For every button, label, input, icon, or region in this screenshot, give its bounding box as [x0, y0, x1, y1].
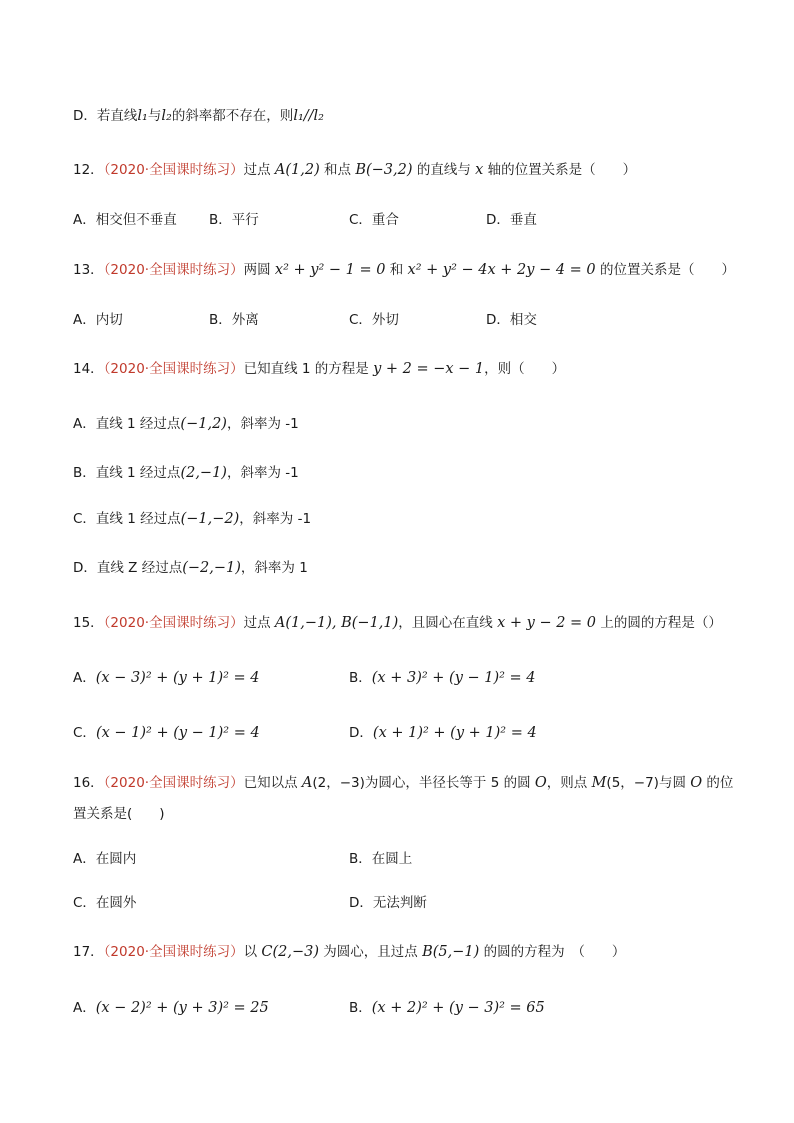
- option-tail: ，斜率为 1: [240, 560, 308, 576]
- math-expr: B(5,−1): [422, 944, 480, 960]
- option-label: A．: [73, 1000, 96, 1016]
- q11-option-d: [73, 106, 324, 126]
- q12-option-b[interactable]: B．平行: [209, 212, 259, 228]
- math-expr: (x − 3)² + (y + 1)² = 4: [95, 670, 260, 686]
- q12-option-d[interactable]: D．垂直: [486, 212, 537, 228]
- option-label: C．: [73, 725, 96, 741]
- math-expr: (x − 2)² + (y + 3)² = 25: [95, 1000, 269, 1016]
- q17-option-b[interactable]: [349, 998, 545, 1018]
- question-text: 的直线与: [412, 162, 476, 178]
- math-expr: M: [591, 775, 607, 791]
- q15-option-b[interactable]: [349, 668, 536, 688]
- question-text: (5，−7)与圆: [606, 775, 691, 791]
- question-text: 过点: [243, 615, 275, 631]
- math-expr: O: [690, 775, 703, 791]
- question-text: 的位置关系是（ ）: [595, 262, 735, 278]
- option-label: B．: [349, 670, 372, 686]
- math-expr: B(−3,2): [355, 162, 413, 178]
- question-text: ，且圆心在直线: [398, 615, 498, 631]
- question-14: [73, 359, 565, 379]
- option-label: B．: [349, 1000, 372, 1016]
- math-expr: A(1,−1), B(−1,1): [274, 615, 399, 631]
- q16-option-b[interactable]: B．在圆上: [349, 851, 413, 867]
- math-expr: y + 2 = −x − 1: [373, 361, 485, 377]
- math-expr: (−1,2): [180, 416, 227, 432]
- q14-option-b[interactable]: [73, 463, 299, 483]
- math-expr: A(1,2): [274, 162, 320, 178]
- math-expr: A: [301, 775, 313, 791]
- option-tail: ，斜率为 -1: [226, 465, 299, 481]
- q16-option-d[interactable]: D．无法判断: [349, 895, 427, 911]
- q11-option-d-text: D．若直线: [73, 108, 138, 124]
- math-expr: (x + 2)² + (y − 3)² = 65: [371, 1000, 545, 1016]
- option-tail: ，斜率为 -1: [226, 416, 299, 432]
- question-text: 两圆: [243, 262, 275, 278]
- source-tag: （2020·全国课时练习）: [103, 775, 244, 791]
- question-15: [73, 613, 722, 633]
- option-label: A．: [73, 670, 96, 686]
- question-text: 上的圆的方程是（）: [596, 615, 722, 631]
- question-text: 已知以点: [243, 775, 302, 791]
- option-label: A．直线 1 经过点: [73, 416, 181, 432]
- math-expr: x + y − 2 = 0: [497, 615, 597, 631]
- math-expr: (−2,−1): [182, 560, 241, 576]
- math-expr: x² + y² − 1 = 0: [274, 262, 386, 278]
- question-text: 轴的位置关系是（ ）: [483, 162, 637, 178]
- question-text: 为圆心，且过点: [319, 944, 423, 960]
- question-text: 的圆的方程为 （ ）: [479, 944, 626, 960]
- q16-option-a[interactable]: A．在圆内: [73, 851, 137, 867]
- question-text: (2，−3)为圆心，半径长等于 5 的圆: [312, 775, 535, 791]
- q11-option-d-tail: 的斜率都不存在，则: [171, 108, 294, 124]
- question-number: 15．: [73, 615, 104, 631]
- q15-option-d[interactable]: [349, 723, 537, 743]
- question-12: [73, 160, 636, 180]
- q13-option-c[interactable]: C．外切: [349, 312, 399, 328]
- question-text: 以: [243, 944, 262, 960]
- q15-option-c[interactable]: [73, 723, 260, 743]
- question-16-continued: 置关系是( ): [73, 806, 165, 822]
- question-16: [73, 773, 733, 793]
- math-expr: C(2,−3): [261, 944, 320, 960]
- question-number: 16．: [73, 775, 104, 791]
- q14-option-a[interactable]: [73, 414, 299, 434]
- q11-option-d-mid: 与: [147, 108, 162, 124]
- q16-option-c[interactable]: C．在圆外: [73, 895, 137, 911]
- option-tail: ，斜率为 -1: [239, 511, 312, 527]
- option-label: C．直线 1 经过点: [73, 511, 181, 527]
- question-number: 12．: [73, 162, 104, 178]
- math-expr: (2,−1): [180, 465, 227, 481]
- math-expr: (x − 1)² + (y − 1)² = 4: [95, 725, 260, 741]
- q12-option-c[interactable]: C．重合: [349, 212, 399, 228]
- question-17: [73, 942, 625, 962]
- question-text: ，则点: [546, 775, 592, 791]
- question-text: 已知直线 1 的方程是: [243, 361, 374, 377]
- source-tag: （2020·全国课时练习）: [103, 944, 244, 960]
- question-number: 14．: [73, 361, 104, 377]
- q15-option-a[interactable]: [73, 668, 260, 688]
- q14-option-c[interactable]: [73, 509, 311, 529]
- question-text: 和点: [319, 162, 356, 178]
- option-label: D．: [349, 725, 373, 741]
- math-expr: (x + 3)² + (y − 1)² = 4: [371, 670, 536, 686]
- question-number: 13．: [73, 262, 104, 278]
- math-expr: (x + 1)² + (y + 1)² = 4: [372, 725, 537, 741]
- option-label: B．直线 1 经过点: [73, 465, 181, 481]
- question-13: [73, 260, 735, 280]
- math-expr: x² + y² − 4x + 2y − 4 = 0: [407, 262, 596, 278]
- math-expr: O: [534, 775, 547, 791]
- question-text: 的位: [702, 775, 734, 791]
- question-number: 17．: [73, 944, 104, 960]
- source-tag: （2020·全国课时练习）: [103, 262, 244, 278]
- math-expr: (−1,−2): [180, 511, 240, 527]
- q14-option-d[interactable]: [73, 558, 308, 578]
- option-label: D．直线 Z 经过点: [73, 560, 183, 576]
- question-text: 和: [385, 262, 408, 278]
- q13-option-b[interactable]: B．外离: [209, 312, 259, 328]
- q13-option-a[interactable]: A．内切: [73, 312, 123, 328]
- q13-option-d[interactable]: D．相交: [486, 312, 537, 328]
- math-l2: l₂: [161, 108, 172, 124]
- source-tag: （2020·全国课时练习）: [103, 615, 244, 631]
- math-l1: l₁: [137, 108, 148, 124]
- question-text: ，则（ ）: [484, 361, 566, 377]
- source-tag: （2020·全国课时练习）: [103, 162, 244, 178]
- question-text: 过点: [243, 162, 275, 178]
- q17-option-a[interactable]: [73, 998, 269, 1018]
- math-expr: x: [475, 162, 484, 178]
- q12-option-a[interactable]: A．相交但不垂直: [73, 212, 177, 228]
- math-parallel: l₁//l₂: [293, 108, 324, 124]
- source-tag: （2020·全国课时练习）: [103, 361, 244, 377]
